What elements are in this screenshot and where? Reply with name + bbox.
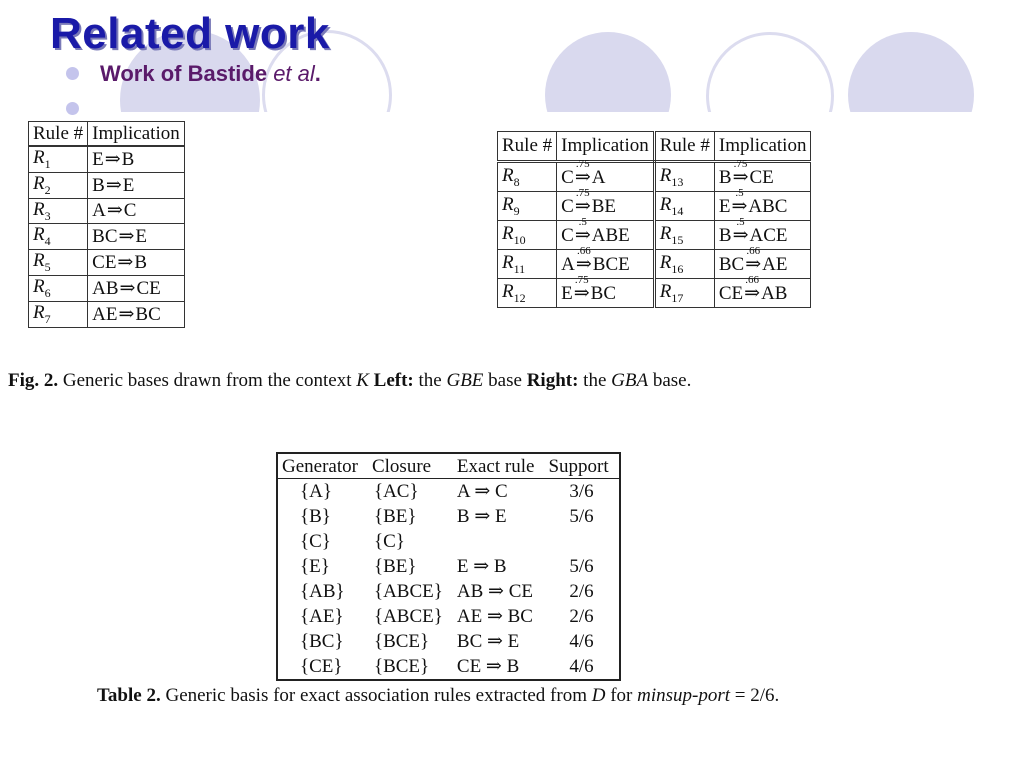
cell-rule: CE ⇒ B [456, 656, 520, 677]
implies-arrow: .5 ⇒ [732, 215, 749, 246]
cell-generator: {B} [300, 505, 331, 527]
confidence: .66 [576, 244, 591, 257]
rule-id [29, 301, 88, 327]
confidence: .75 [575, 186, 590, 199]
implies-arrow: ⇒ [117, 252, 134, 274]
rule-index: 9 [513, 203, 520, 218]
table-header: Implication [88, 122, 185, 147]
rule-lhs: E [561, 282, 573, 304]
rule-lhs: B [718, 166, 732, 188]
table-row [277, 579, 620, 604]
implies-arrow: .75 ⇒ [574, 157, 591, 188]
slide-title: Related work [50, 9, 330, 58]
rule-id [498, 192, 557, 221]
cell-generator: {CE} [300, 655, 343, 677]
rule-id [654, 221, 714, 250]
rule-rhs: ABE [591, 224, 630, 246]
rule-index: 7 [44, 311, 51, 326]
table-row [29, 172, 185, 198]
rule-id [29, 146, 88, 172]
cell-closure: {C} [373, 530, 405, 552]
rule-rhs: BC [135, 303, 161, 325]
implication [557, 215, 655, 250]
table-row [29, 250, 185, 276]
rule-id [654, 192, 714, 221]
confidence: .75 [575, 157, 590, 170]
rule-letter: R [502, 193, 514, 215]
table-header: Implication [714, 132, 811, 162]
implies-arrow: ⇒ [105, 174, 122, 196]
rule-rhs: AE [762, 253, 788, 275]
cell-closure: {ABCE} [373, 605, 443, 627]
deco-circle [848, 32, 974, 112]
table-row [29, 301, 185, 327]
rule-rhs: CE [749, 166, 774, 188]
table-row [277, 604, 620, 629]
minsupport-param: minsup-port [637, 685, 731, 706]
cell-rule: A ⇒ C [456, 481, 508, 502]
rule-id [498, 221, 557, 250]
rule-id [29, 275, 88, 301]
bullet-text-bold: Work of Bastide [100, 61, 274, 86]
rule-lhs: AB [92, 277, 119, 299]
context-symbol: K [356, 370, 369, 391]
rule-rhs: BCE [592, 253, 630, 275]
rule-letter: R [33, 224, 45, 246]
table-header: Support [544, 453, 619, 479]
implication [88, 198, 185, 224]
table-header: Rule # [29, 122, 88, 147]
rule-letter: R [33, 275, 45, 297]
rule-rhs: E [135, 226, 148, 248]
bullet-item [100, 61, 321, 87]
implies-arrow: .75 ⇒ [573, 273, 590, 304]
table-row [277, 504, 620, 529]
implication [714, 244, 811, 279]
rule-rhs: ABC [748, 195, 788, 217]
gba-table [497, 131, 811, 308]
cell-support: 4/6 [569, 655, 594, 677]
implication [714, 215, 811, 250]
rule-index: 4 [44, 234, 51, 249]
rule-index: 6 [44, 285, 51, 300]
cell-closure: {BE} [373, 505, 417, 527]
rule-rhs: B [134, 252, 148, 274]
rule-id [29, 172, 88, 198]
cell-closure: {BCE} [373, 630, 430, 652]
table-row [277, 479, 620, 505]
rule-letter: R [502, 251, 514, 273]
cell-support: 4/6 [569, 630, 594, 652]
confidence: .66 [745, 273, 759, 286]
rule-letter: R [33, 301, 45, 323]
table-row [29, 224, 185, 250]
cell-support [544, 529, 619, 554]
table-header: Rule # [654, 132, 714, 162]
rule-index: 11 [513, 261, 526, 276]
cell-closure: {AC} [373, 480, 419, 502]
rule-letter: R [502, 280, 514, 302]
implication [88, 172, 185, 198]
table-header: Generator [277, 453, 368, 479]
implies-arrow: ⇒ [106, 200, 123, 222]
caption-text: base. [648, 370, 692, 391]
cell-support: 5/6 [569, 505, 594, 527]
table-row [277, 554, 620, 579]
table-caption [97, 683, 917, 709]
implies-arrow: ⇒ [119, 277, 136, 299]
implies-arrow: .75 ⇒ [732, 157, 749, 188]
cell-support: 2/6 [569, 605, 594, 627]
rule-lhs: C [561, 166, 574, 188]
implies-arrow: .5 ⇒ [574, 215, 591, 246]
rule-index: 15 [671, 232, 684, 247]
cell-generator: {AE} [300, 605, 344, 627]
rule-letter: R [659, 251, 672, 273]
rule-rhs: ACE [749, 224, 788, 246]
rule-index: 2 [44, 182, 51, 197]
rule-letter: R [659, 193, 672, 215]
implication [88, 224, 185, 250]
rule-rhs: CE [136, 277, 161, 299]
cell-closure: {ABCE} [373, 580, 443, 602]
rule-rhs: C [123, 200, 137, 222]
bullet-text-italic: et al [273, 61, 315, 86]
cell-rule: BC ⇒ E [456, 631, 520, 652]
cell-rule: E ⇒ B [456, 556, 507, 577]
table-header: Exact rule [453, 453, 545, 479]
rule-lhs: E [92, 148, 104, 170]
cell-generator: {E} [300, 555, 330, 577]
table-row [277, 654, 620, 680]
rule-rhs: A [591, 166, 606, 188]
right-label: Right: [526, 370, 579, 391]
rule-lhs: C [561, 195, 574, 217]
table-row [498, 192, 811, 221]
rule-lhs: CE [718, 282, 744, 304]
rule-letter: R [659, 164, 672, 186]
implication [88, 250, 185, 276]
implies-arrow: .66 ⇒ [745, 244, 762, 275]
table-row [29, 198, 185, 224]
cell-rule: B ⇒ E [456, 506, 507, 527]
rule-index: 13 [671, 174, 684, 189]
cell-generator: {A} [300, 480, 332, 502]
rule-id [29, 224, 88, 250]
caption-text: the [578, 370, 612, 391]
implies-arrow: ⇒ [118, 226, 135, 248]
implication [714, 186, 811, 221]
implication [714, 157, 811, 192]
implies-arrow: ⇒ [118, 303, 135, 325]
table-row [498, 221, 811, 250]
bullet-dot-icon [66, 102, 79, 115]
deco-ring [706, 32, 834, 112]
cell-closure: {BCE} [373, 655, 430, 677]
rule-letter: R [33, 250, 45, 272]
implies-arrow: ⇒ [104, 148, 121, 170]
rule-letter: R [33, 198, 45, 220]
table-row [498, 250, 811, 279]
rule-index: 8 [513, 174, 520, 189]
rule-id [29, 250, 88, 276]
gbe-symbol: GBE [446, 370, 484, 391]
rule-index: 1 [44, 156, 51, 171]
cell-generator: {AB} [300, 580, 345, 602]
implication [88, 146, 185, 172]
rule-index: 3 [44, 208, 51, 223]
rule-index: 17 [671, 290, 684, 305]
table-row [498, 279, 811, 308]
confidence: .66 [746, 244, 761, 257]
table-row [277, 629, 620, 654]
caption-text: = 2/6. [730, 685, 780, 706]
rule-lhs: AE [92, 303, 118, 325]
rule-id [498, 279, 557, 308]
rule-rhs: E [122, 174, 135, 196]
rule-rhs: BC [590, 282, 617, 304]
cell-rule: AE ⇒ BC [456, 606, 533, 627]
gba-symbol: GBA [611, 370, 649, 391]
rule-lhs: A [561, 253, 575, 275]
bullet-text-tail: . [314, 61, 321, 86]
cell-support: 5/6 [569, 555, 594, 577]
rule-letter: R [33, 147, 45, 168]
generic-basis-table [276, 452, 621, 681]
bullet-dot-icon [66, 67, 79, 80]
figure-label: Fig. 2. [8, 370, 59, 391]
rule-index: 16 [671, 261, 684, 276]
rule-id [654, 162, 714, 192]
implies-arrow: .5 ⇒ [731, 186, 748, 217]
cell-support: 3/6 [569, 480, 594, 502]
caption-text: base [483, 370, 527, 391]
rule-letter: R [659, 280, 672, 302]
rule-id [498, 250, 557, 279]
implication [88, 275, 185, 301]
cell-generator: {BC} [300, 630, 344, 652]
caption-text: Generic bases drawn from the context [58, 370, 357, 391]
rule-letter: R [502, 164, 514, 186]
caption-text: the [413, 370, 447, 391]
table-label: Table 2. [97, 685, 161, 706]
rule-id [498, 162, 557, 192]
table-header: Rule # [498, 132, 557, 162]
rule-lhs: A [92, 200, 106, 222]
rule-id [29, 198, 88, 224]
table-header: Closure [368, 453, 453, 479]
implication [557, 157, 655, 192]
caption-text: Generic basis for exact association rules extracted from [160, 685, 592, 706]
rule-lhs: C [561, 224, 574, 246]
implies-arrow: .66 ⇒ [744, 273, 761, 304]
cell-generator: {C} [300, 530, 331, 552]
table-row [277, 529, 620, 554]
rule-rhs: B [121, 148, 135, 170]
gbe-table [28, 121, 185, 328]
deco-circle [545, 32, 671, 112]
rule-letter: R [659, 222, 672, 244]
confidence: .75 [574, 273, 589, 286]
cell-rule: AB ⇒ CE [456, 581, 533, 602]
implication [557, 273, 655, 308]
implication [557, 244, 655, 279]
confidence: .75 [733, 157, 748, 170]
implication [714, 273, 811, 308]
rule-lhs: CE [92, 252, 117, 274]
cell-closure: {BE} [373, 555, 417, 577]
table-header: Implication [557, 132, 655, 162]
confidence: .5 [578, 215, 587, 228]
rule-letter: R [502, 222, 514, 244]
confidence: .5 [735, 186, 744, 199]
table-row [498, 162, 811, 192]
table-row [29, 275, 185, 301]
rule-rhs: BE [591, 195, 617, 217]
rule-id [654, 279, 714, 308]
rule-lhs: B [92, 174, 105, 196]
implies-arrow: .75 ⇒ [574, 186, 591, 217]
rule-lhs: E [718, 195, 731, 217]
table-row [29, 146, 185, 172]
implication [88, 301, 185, 327]
cell-support: 2/6 [569, 580, 594, 602]
rule-lhs: B [718, 224, 732, 246]
rule-lhs: BC [92, 226, 118, 248]
rule-id [654, 250, 714, 279]
rule-letter: R [33, 172, 45, 194]
rule-index: 14 [671, 203, 684, 218]
rule-lhs: BC [718, 253, 745, 275]
figure-caption [8, 368, 1008, 393]
left-label: Left: [368, 370, 414, 391]
caption-text: for [605, 685, 638, 706]
rule-index: 10 [513, 232, 526, 247]
dataset-symbol: D [591, 685, 606, 706]
implies-arrow: .66 ⇒ [575, 244, 592, 275]
rule-index: 5 [44, 259, 51, 274]
rule-rhs: AB [761, 282, 788, 304]
cell-rule [453, 529, 545, 554]
rule-index: 12 [513, 290, 526, 305]
confidence: .5 [736, 215, 745, 228]
implication [557, 186, 655, 221]
